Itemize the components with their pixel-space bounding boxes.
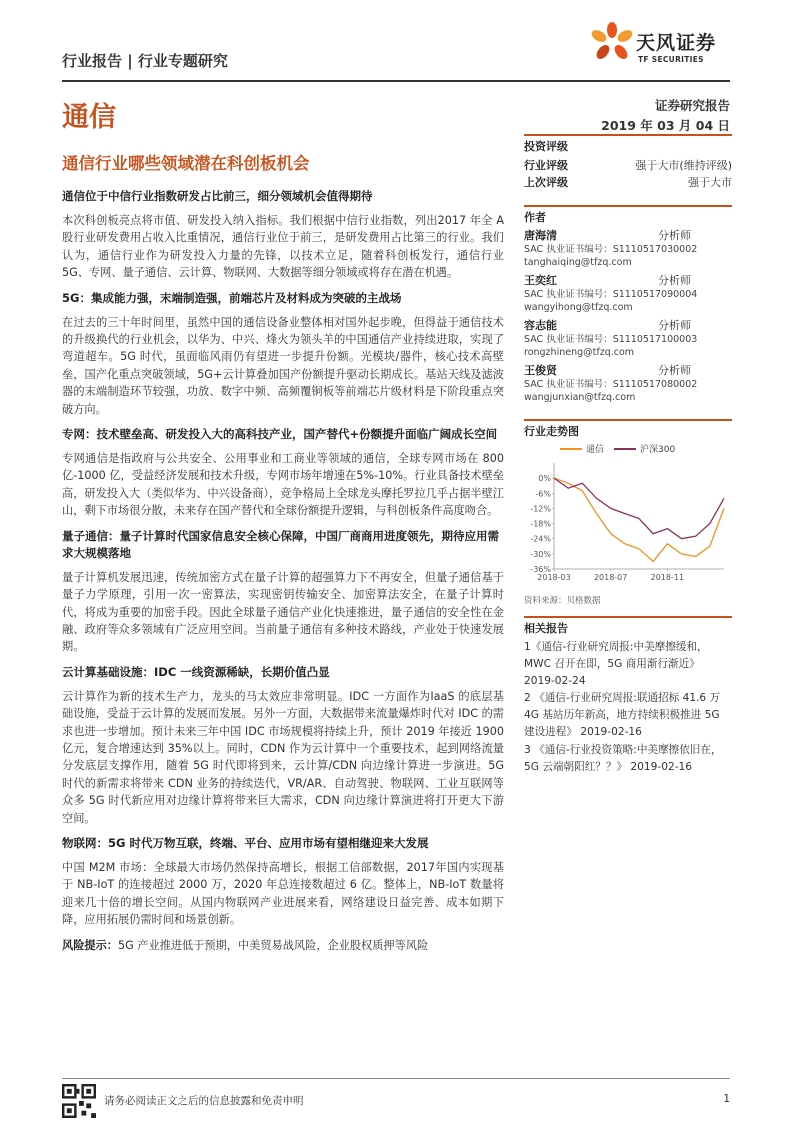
main-content: [62, 188, 504, 954]
author-sac: SAC 执业证书编号：S1110517100003: [524, 334, 698, 345]
sidebar-rule: [524, 419, 732, 421]
logo-subtitle: TF SECURITIES: [638, 55, 704, 64]
rating-value: 强于大市(维持评级): [635, 159, 732, 172]
related-report-link[interactable]: 3 《通信-行业投资策略:中美摩擦依旧在，5G 云端朝阳红？？》 2019-02-16: [524, 743, 722, 773]
risk-text: 5G 产业推进低于预期，中美贸易战风险，企业股权质押等风险: [117, 938, 429, 952]
author-name: 王俊贤: [524, 364, 557, 377]
section-5g: [62, 290, 504, 418]
y-tick-label: -36%: [530, 565, 551, 574]
section-iot: [62, 835, 504, 929]
section-body: 量子计算机发展迅速，传统加密方式在量子计算的超强算力下不再安全，但量子通信基于量子力学原理，引用一次一密算法，实现密钥传输安全、加密算法安全，在量子计算时代，将成为重要的加密手段。因此全球量子通信产业化快速推进，量子通信的安全性在金融、政府等众多领域有广泛应用空间。当前量子通信有多种技术路线，产业处于快速发展期。: [62, 570, 504, 654]
author-email[interactable]: tanghaiqing@tfzq.com: [524, 257, 632, 268]
author-role: 分析师: [658, 229, 691, 242]
x-tick-label: 2018-11: [650, 573, 685, 582]
rating-value: 强于大市: [688, 176, 732, 189]
report-type: 行业报告 | 行业专题研究: [62, 52, 228, 70]
section-body: 中国 M2M 市场：全球最大市场仍然保持高增长，根据工信部数据，2017年国内实现基于 NB-IoT 的连接超过 2000 万，2020 年总连接数超过 6 亿。整体上，NB-IoT 数量将迎来几十倍的增长空间。从国内物联网产业进展来看，网络建设日益完善、成本如期下降，应用拓展仍需时间和场景创新。: [62, 860, 504, 927]
section-heading: 物联网：5G 时代万物互联，终端、平台、应用市场有望相继迎来大发展: [62, 835, 429, 850]
legend-swatch: [614, 448, 636, 450]
legend-label: 通信: [586, 445, 605, 455]
chart-legend: [560, 442, 732, 455]
author-sac: SAC 执业证书编号：S1110517030002: [524, 244, 698, 255]
x-tick-label: 2018-07: [593, 573, 628, 582]
authors-title: 作者: [524, 211, 546, 224]
section-body: 本次科创板亮点将市值、研发投入纳入指标。我们根据中信行业指数，列出2017 年全 A 股行业研发费用占收入比重情况，通信行业位于前三，是研发费用占比第三的行业。我们认为，通信行业作为研发投入力量的先锋，以技术立足，随着科创板发行，通信行业 5G、专网、量子通信、云计算、物联网、大数据等细分领域或将存在潜在机遇。: [62, 214, 504, 280]
section-cloud: [62, 664, 504, 827]
report-kind: 证券研究报告: [654, 98, 730, 113]
chart-title: 行业走势图: [524, 425, 579, 438]
sidebar-rule: [524, 134, 732, 136]
related-report-link[interactable]: 2 《通信-行业研究周报:联通招标 41.6 万 4G 基站历年新高，地方持续积极推进 5G 建设进程》 2019-02-16: [524, 692, 721, 738]
sidebar-rule: [524, 205, 732, 207]
rating-key: 上次评级: [524, 176, 568, 189]
y-tick-label: -24%: [530, 534, 551, 544]
author-name: 容志能: [524, 319, 557, 332]
author-name: 王奕红: [524, 274, 557, 287]
section-body: 在过去的三十年时间里，虽然中国的通信设备业整体相对国外起步晚，但得益于通信技术的升级换代的行业机会，以华为、中兴、烽火为领头羊的中国通信产业持续进取，实现了弯道超车。5G 时代，虽面临风雨仍有望进一步提升份额。光模块/器件，核心技术高壁垒，国产化重点突破领域，5G+云计算叠加国产份额提升驱动长期成长。基站天线及滤波器的末端制造环节较强，功放、数字中频、高频覆铜板等前端芯片级材料是下阶段重点突破方向。: [62, 315, 504, 416]
trend-chart-box: [524, 419, 732, 606]
y-tick-label: -12%: [530, 504, 551, 514]
y-tick-label: -18%: [530, 519, 551, 529]
series-line-telecom: [554, 478, 724, 561]
footer-divider: [62, 1078, 730, 1079]
section-quantum: [62, 528, 504, 656]
section-heading: 5G：集成能力强，末端制造强，前端芯片及材料成为突破的主战场: [62, 290, 402, 305]
page-number: 1: [723, 1093, 730, 1105]
report-headline: 通信行业哪些领域潜在科创板机会: [62, 154, 310, 173]
logo-name: 天风证券: [636, 32, 717, 54]
company-logo: [590, 22, 740, 68]
author-sac: SAC 执业证书编号：S1110517090004: [524, 289, 698, 300]
rating-title: 投资评级: [524, 140, 568, 153]
risk-notice: [62, 937, 504, 954]
logo-icon: [590, 22, 634, 66]
section-heading: 量子通信：量子计算时代国家信息安全核心保障，中国厂商商用进度领先，期待应用需求大规模落地: [62, 528, 499, 560]
series-line-csi300: [554, 478, 724, 539]
legend-item: [614, 442, 675, 455]
rating-key: 行业评级: [524, 159, 568, 172]
author-name: 唐海清: [524, 229, 557, 242]
y-tick-label: -30%: [530, 549, 551, 559]
y-tick-label: 0%: [538, 474, 551, 484]
section-heading: 云计算基础设施：IDC 一线资源稀缺，长期价值凸显: [62, 664, 330, 679]
sidebar: [524, 134, 732, 776]
related-report-link[interactable]: 1《通信-行业研究周报:中美摩擦缓和，MWC 召开在即，5G 商用渐行渐近》 2019-02-24: [524, 641, 708, 687]
sidebar-rule: [524, 616, 732, 618]
author-card: [524, 273, 732, 315]
section-overview: [62, 188, 504, 282]
risk-label: 风险提示：: [62, 938, 118, 952]
qr-code-icon: [62, 1084, 96, 1118]
related-reports: [524, 616, 732, 775]
header-divider: [62, 80, 730, 82]
related-title: 相关报告: [524, 622, 568, 635]
trend-chart: [524, 457, 732, 585]
footer-disclaimer: 请务必阅读正文之后的信息披露和免责申明: [104, 1095, 304, 1107]
legend-swatch: [560, 448, 582, 450]
rating-row: [524, 157, 732, 174]
chart-source: 资料来源：贝格数据: [524, 596, 601, 606]
legend-item: [560, 442, 604, 455]
author-card: [524, 363, 732, 405]
author-sac: SAC 执业证书编号：S1110517080002: [524, 379, 698, 390]
report-date: 2019 年 03 月 04 日: [601, 118, 730, 133]
author-email[interactable]: wangyihong@tfzq.com: [524, 302, 633, 313]
x-tick-label: 2018-03: [537, 573, 571, 582]
section-private-network: [62, 426, 504, 520]
legend-label: 沪深300: [640, 445, 676, 455]
author-role: 分析师: [658, 319, 691, 332]
author-email[interactable]: wangjunxian@tfzq.com: [524, 392, 636, 403]
industry-title: 通信: [62, 102, 116, 133]
section-body: 专网通信是指政府与公共安全、公用事业和工商业等领域的通信，全球专网市场在 800 亿-1000 亿，受益经济发展和技术升级，专网市场年增速在5%-10%。行业具备技术壁垒高，研发投入大（类似华为、中兴设备商），竞争格局上全球龙头摩托罗拉几乎占据半壁江山，剩下市场很分散，未来存在国产替代和全球份额提升逻辑，与科创板条件高度吻合。: [62, 452, 504, 518]
section-body: 云计算作为新的技术生产力，龙头的马太效应非常明显。IDC 一方面作为IaaS 的底层基础设施，受益于云计算的发展而发展。另外一方面，大数据带来流量爆炸时代对 IDC 的需求也进一步增加。预计未来三年中国 IDC 市场规模将持续上升，预计 2019 年接近 1900 亿元，复合增速达到 35%以上。同时，CDN 作为云计算中一个重要技术，起到网络流量分发底层支撑作用，随着 5G 时代即将到来，云计算/CDN 向边缘计算进一步演进。5G 时代的新需求将带来 CDN 业务的持续迭代，VR/AR、自动驾驶、物联网、工业互联网等众多 5G 时代新应用对边缘计算将带来巨大需求，CDN 向边缘计算演进将打开更大下游空间。: [62, 689, 504, 825]
author-role: 分析师: [658, 364, 691, 377]
author-card: [524, 228, 732, 270]
author-email[interactable]: rongzhineng@tfzq.com: [524, 347, 635, 358]
rating-row: [524, 174, 732, 191]
author-role: 分析师: [658, 274, 691, 287]
section-heading: 专网：技术壁垒高、研发投入大的高科技产业，国产替代+份额提升面临广阔成长空间: [62, 427, 498, 442]
y-tick-label: -6%: [535, 489, 551, 499]
author-card: [524, 318, 732, 360]
section-heading: 通信位于中信行业指数研发占比前三，细分领域机会值得期待: [62, 189, 373, 203]
